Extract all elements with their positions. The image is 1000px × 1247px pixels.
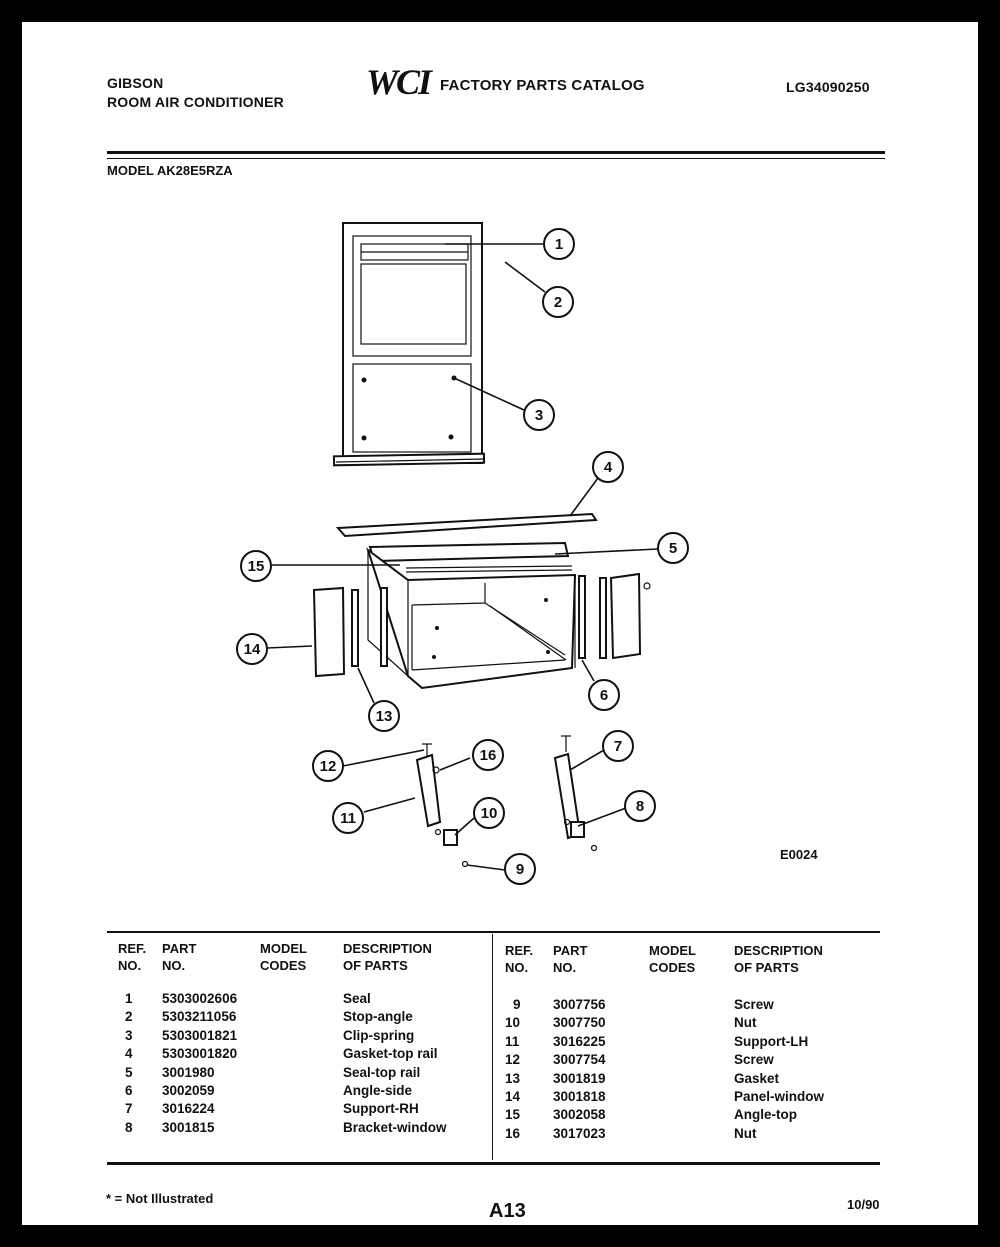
callout-14	[237, 634, 267, 664]
table-row: 9 3007756 Screw	[513, 997, 774, 1012]
callout-5	[658, 533, 688, 563]
parts-table-right	[505, 942, 874, 1143]
callout-16	[473, 740, 503, 770]
parts-table-left	[118, 940, 483, 1137]
svg-text:3: 3	[534, 407, 544, 424]
right-gasket-strips	[579, 576, 606, 658]
table-row: 14 3001818 Panel-window	[505, 1089, 825, 1105]
support-rh-assembly	[555, 736, 597, 851]
angle-top	[370, 543, 572, 572]
table-row: 11 3016225 Support-LH	[505, 1033, 809, 1049]
col-model: MODEL CODES	[649, 943, 696, 975]
svg-text:16: 16	[479, 747, 497, 764]
window-panel-assembly	[334, 223, 484, 465]
callout-15	[241, 551, 271, 581]
svg-text:1: 1	[554, 236, 564, 253]
catalog-title: FACTORY PARTS CATALOG	[440, 77, 645, 94]
svg-text:5: 5	[668, 540, 678, 557]
callout-3	[524, 400, 554, 430]
table-row: 10 3007750 Nut	[505, 1015, 757, 1031]
product-name: ROOM AIR CONDITIONER	[107, 94, 284, 110]
svg-text:14: 14	[243, 641, 261, 658]
col-part: PART NO.	[553, 943, 588, 975]
callout-13	[369, 701, 399, 731]
figure-code: E0024	[780, 847, 818, 862]
svg-text:11: 11	[340, 810, 356, 827]
revision-date: 10/90	[847, 1197, 880, 1212]
table-row: 16 3017023 Nut	[505, 1125, 757, 1141]
not-illustrated-note: * = Not Illustrated	[106, 1191, 214, 1206]
table-row: 15 3002058 Angle-top	[505, 1107, 797, 1123]
svg-text:12: 12	[319, 758, 337, 775]
svg-text:2: 2	[553, 294, 563, 311]
svg-text:8: 8	[635, 798, 645, 815]
callout-6	[589, 680, 619, 710]
model-line: MODEL AK28E5RZA	[107, 163, 233, 178]
svg-text:10: 10	[480, 805, 498, 822]
table-row: 8 3001815 Bracket-window	[125, 1119, 447, 1135]
col-model: MODEL CODES	[260, 941, 307, 973]
left-gasket-strips	[352, 588, 387, 666]
svg-text:4: 4	[603, 459, 613, 476]
callout-8	[625, 791, 655, 821]
left-window-panel	[314, 588, 344, 676]
table-row: 1 5303002606 Seal	[125, 991, 371, 1006]
svg-text:15: 15	[247, 558, 265, 575]
table-rule-bottom	[107, 1162, 880, 1165]
callout-7	[603, 731, 633, 761]
table-row: 5 3001980 Seal-top rail	[125, 1064, 421, 1080]
right-window-panel	[611, 574, 650, 658]
table-row: 3 5303001821 Clip-spring	[125, 1027, 415, 1043]
callout-9	[505, 854, 535, 884]
wci-logo: WCI	[366, 62, 431, 102]
table-row: 6 3002059 Angle-side	[125, 1083, 413, 1099]
callout-2	[543, 287, 573, 317]
callout-10	[474, 798, 504, 828]
table-row: 7 3016224 Support-RH	[125, 1101, 419, 1117]
table-row: 2 5303211056 Stop-angle	[125, 1009, 413, 1025]
col-part: PART NO.	[162, 941, 197, 973]
callout-12	[313, 751, 343, 781]
col-desc: DESCRIPTION OF PARTS	[734, 943, 823, 975]
brand-name: GIBSON	[107, 75, 164, 91]
gasket-top-rail	[338, 514, 596, 536]
catalog-number: LG34090250	[786, 79, 870, 95]
svg-text:9: 9	[515, 861, 525, 878]
page-number: A13	[489, 1200, 526, 1222]
svg-text:6: 6	[599, 687, 609, 704]
table-row: 13 3001819 Gasket	[505, 1070, 780, 1086]
svg-text:13: 13	[375, 708, 393, 725]
table-row: 4 5303001820 Gasket-top rail	[125, 1046, 438, 1062]
col-ref: REF. NO.	[505, 943, 534, 975]
callout-4	[593, 452, 623, 482]
table-rule-top	[107, 931, 880, 933]
svg-text:7: 7	[613, 738, 623, 755]
table-column-divider	[492, 934, 493, 1160]
callout-1	[544, 229, 574, 259]
col-desc: DESCRIPTION OF PARTS	[343, 941, 432, 973]
col-ref: REF. NO.	[118, 941, 147, 973]
callout-11	[333, 803, 363, 833]
table-row: 12 3007754 Screw	[505, 1052, 774, 1068]
